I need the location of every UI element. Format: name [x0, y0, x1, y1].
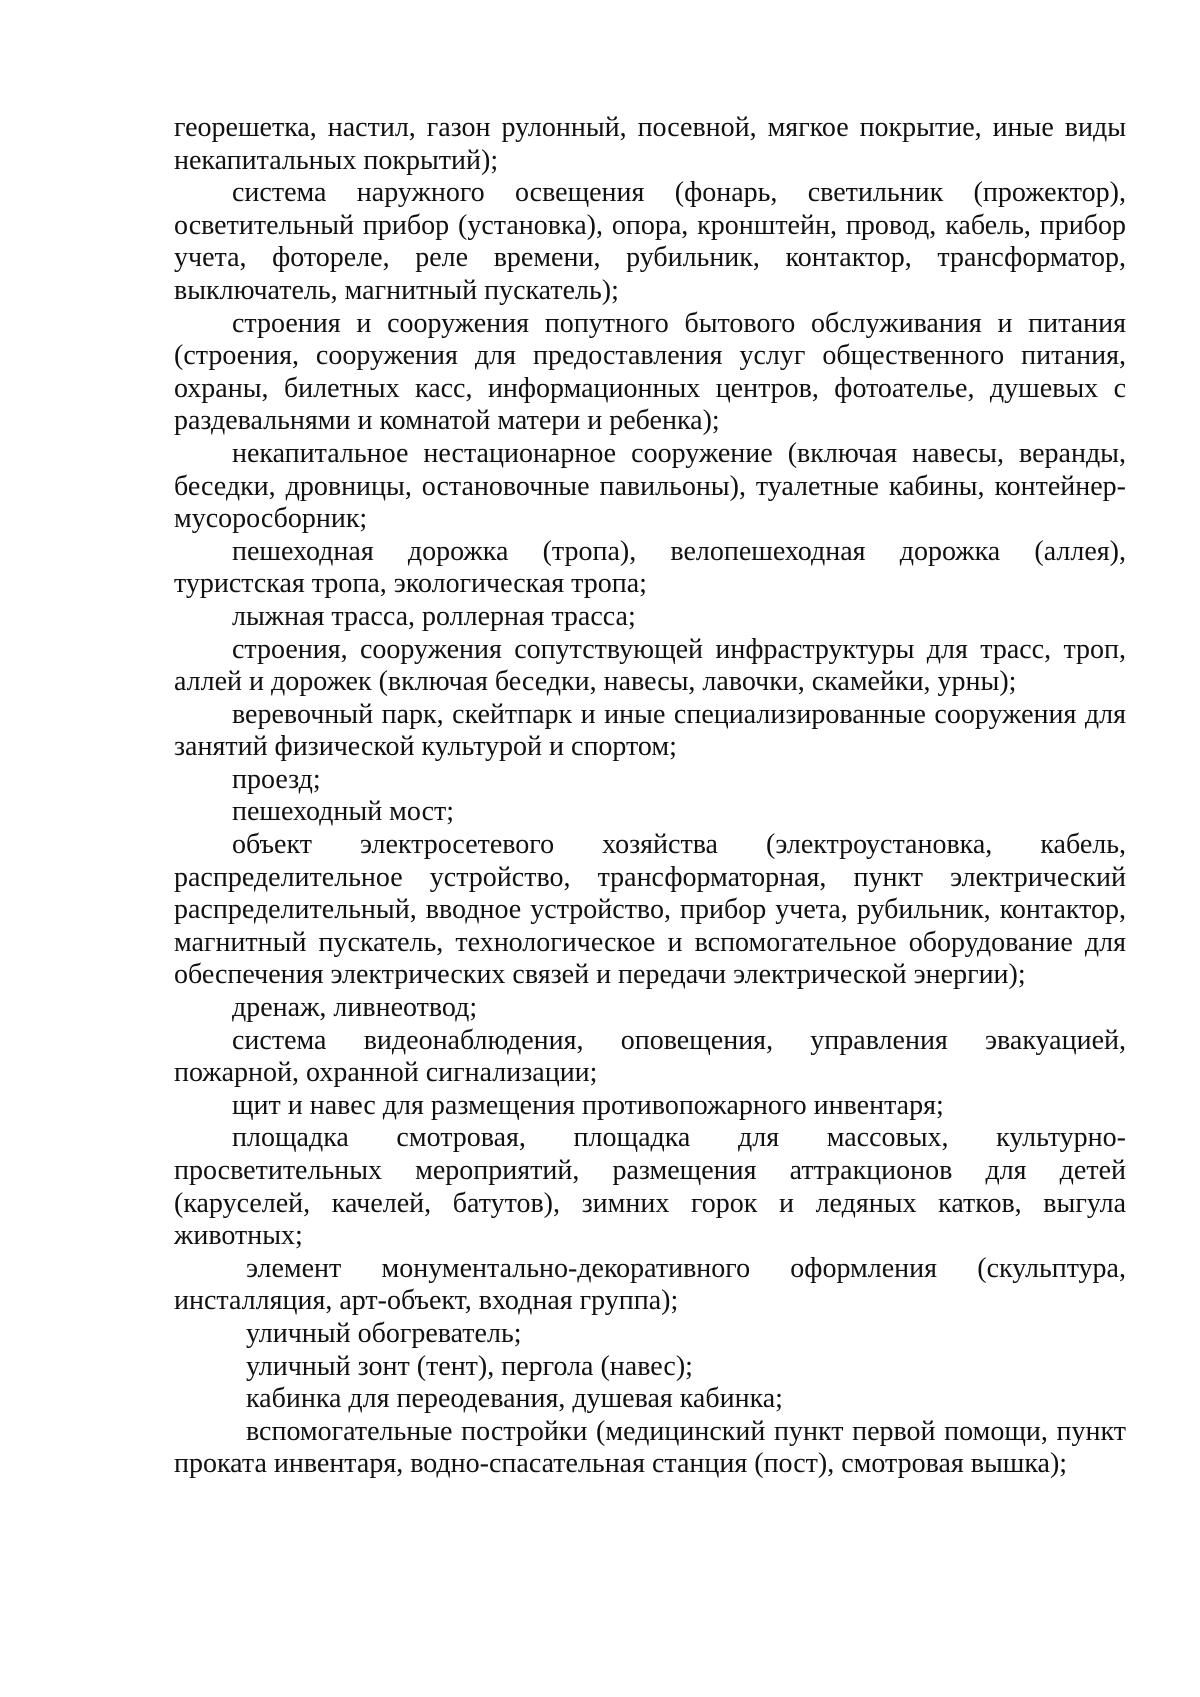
paragraph-18: уличный зонт (тент), пергола (навес);	[246, 1350, 693, 1382]
paragraph-8: веревочный парк, скейтпарк и иные специализированные сооружения для занятий физической культурой и спортом;	[174, 698, 1126, 763]
paragraph-13: система видеонаблюдения, оповещения, управления эвакуацией, пожарной, охранной сигнализации;	[174, 1024, 1126, 1089]
paragraph-4: некапитальное нестационарное сооружение (включая навесы, веранды, беседки, дровницы, остановочные павильоны), туалетные кабины, контейнер- мусоросборник;	[174, 437, 1126, 535]
paragraph-15: площадка смотровая, площадка для массовых, культурно-просветительных мероприятий, размещения аттракционов для детей (каруселей, качелей, батутов), зимних горок и ледяных катков, выгула животных;	[174, 1122, 1126, 1252]
paragraph-5: пешеходная дорожка (тропа), велопешеходная дорожка (аллея), туристская тропа, экологическая тропа;	[174, 535, 1126, 600]
paragraph-20: вспомогательные постройки (медицинский пункт первой помощи, пункт проката инвентаря, водно-спасательная станция (пост), смотровая вышка);	[174, 1415, 1126, 1480]
paragraph-11: объект электросетевого хозяйства (электроустановка, кабель, распределительное устройство, трансформаторная, пункт электрический распределительный, вводное устройство, прибор учета, рубильник, контактор, магнитный пускатель, технологическое и вспомогательное оборудование для обеспечения электрических связей и передачи электрической энергии);	[174, 829, 1126, 991]
paragraph-9: проезд;	[232, 763, 321, 795]
paragraph-14: щит и навес для размещения противопожарного инвентаря;	[232, 1089, 944, 1121]
document-body	[174, 112, 1126, 1481]
paragraph-19: кабинка для переодевания, душевая кабинка;	[246, 1383, 783, 1415]
paragraph-3: строения и сооружения попутного бытового обслуживания и питания (строения, сооружения для предоставления услуг общественного питания, охраны, билетных касс, информационных центров, фотоателье, душевых с раздевальнями и комнатой матери и ребенка);	[174, 307, 1126, 437]
paragraph-16: элемент монументально-декоративного оформления (скульптура, инсталляция, арт-объект, входная группа);	[174, 1252, 1126, 1317]
paragraph-12: дренаж, ливнеотвод;	[232, 992, 478, 1024]
paragraph-7: строения, сооружения сопутствующей инфраструктуры для трасс, троп, аллей и дорожек (включая беседки, навесы, лавочки, скамейки, урны);	[174, 633, 1126, 698]
paragraph-10: пешеходный мост;	[232, 796, 455, 828]
paragraph-1: георешетка, настил, газон рулонный, посевной, мягкое покрытие, иные виды некапитальных покрытий);	[174, 112, 1126, 176]
paragraph-2: система наружного освещения (фонарь, светильник (прожектор), осветительный прибор (установка), опора, кронштейн, провод, кабель, прибор учета, фотореле, реле времени, рубильник, контактор, трансформатор, выключатель, магнитный пускатель);	[174, 177, 1126, 306]
paragraph-6: лыжная трасса, роллерная трасса;	[232, 600, 636, 632]
paragraph-17: уличный обогреватель;	[246, 1317, 522, 1349]
